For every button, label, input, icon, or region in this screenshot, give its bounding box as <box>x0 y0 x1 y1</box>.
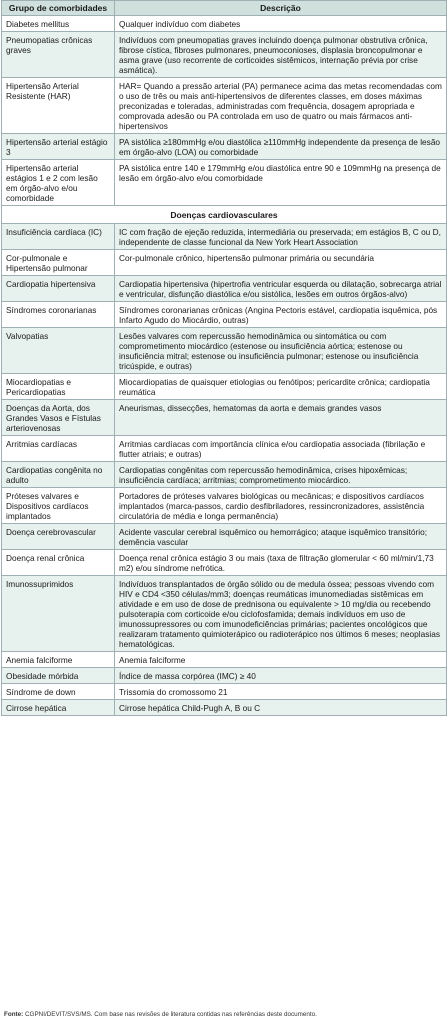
comorbidity-group-cell: Diabetes mellitus <box>2 16 115 32</box>
comorbidity-group-cell: Anemia falciforme <box>2 652 115 668</box>
comorbidity-description-cell: Indivíduos transplantados de órgão sólido ou de medula óssea; pessoas vivendo com HIV e CD4 <350 células/mm3; doenças reumáticas imunomediadas sistêmicas em atividade e em uso de dose de prednisona ou equivalente > 10 mg/dia ou recebendo pulsoterapia com corticoide e/ou ciclofosfamida; demais indivíduos em uso de imunossupressores ou com imunodeficiências primárias; pacientes oncológicos que realizaram tratamento quimioterápico ou radioterápico nos últimos 6 meses; neoplasias hematológicas. <box>115 576 447 652</box>
table-row <box>2 400 447 436</box>
table-row <box>2 684 447 700</box>
table-row <box>2 436 447 462</box>
section-row <box>2 206 447 224</box>
comorbidity-group-cell: Imunossuprimidos <box>2 576 115 652</box>
comorbidity-group-cell: Obesidade mórbida <box>2 668 115 684</box>
comorbidity-description-cell: Trissomia do cromossomo 21 <box>115 684 447 700</box>
comorbidity-description-cell: Doença renal crônica estágio 3 ou mais (taxa de filtração glomerular < 60 ml/min/1,73 m2) e/ou síndrome nefrótica. <box>115 550 447 576</box>
comorbidity-group-cell: Hipertensão Arterial Resistente (HAR) <box>2 78 115 134</box>
comorbidity-group-cell: Síndrome de down <box>2 684 115 700</box>
comorbidity-description-cell: Indivíduos com pneumopatias graves incluindo doença pulmonar obstrutiva crônica, fibrose cística, fibroses pulmonares, pneumoconioses, displasia broncopulmonar e asma grave (uso recorrente de corticoides sistêmicos, internação prévia por crise asmática). <box>115 32 447 78</box>
comorbidity-description-cell: Cor-pulmonale crônico, hipertensão pulmonar primária ou secundária <box>115 250 447 276</box>
comorbidity-description-cell: Cardiopatia hipertensiva (hipertrofia ventricular esquerda ou dilatação, sobrecarga atrial e ventricular, disfunção diastólica e/ou sistólica, lesões em outros órgãos-alvo) <box>115 276 447 302</box>
table-row <box>2 302 447 328</box>
source-footnote <box>4 1011 317 1019</box>
table-row <box>2 250 447 276</box>
comorbidity-description-cell: Cirrose hepática Child-Pugh A, B ou C <box>115 700 447 716</box>
comorbidity-group-cell: Doenças da Aorta, dos Grandes Vasos e Fístulas arteriovenosas <box>2 400 115 436</box>
table-row <box>2 78 447 134</box>
table-row <box>2 32 447 78</box>
comorbidity-description-cell: Síndromes coronarianas crônicas (Angina Pectoris estável, cardiopatia isquêmica, pós Infarto Agudo do Miocárdio, outras) <box>115 302 447 328</box>
comorbidity-group-cell: Doença cerebrovascular <box>2 524 115 550</box>
comorbidity-group-cell: Cardiopatias congênita no adulto <box>2 462 115 488</box>
comorbidity-description-cell: Cardiopatias congênitas com repercussão hemodinâmica, crises hipoxêmicas; insuficiência cardíaca; arritmias; comprometimento miocárdico. <box>115 462 447 488</box>
table-row <box>2 160 447 206</box>
footer-text: CGPNI/DEVIT/SVS/MS. Com base nas revisões de literatura contidas nas referências deste documento. <box>23 1011 317 1018</box>
comorbidity-group-cell: Valvopatias <box>2 328 115 374</box>
table-row <box>2 524 447 550</box>
comorbidity-description-cell: Acidente vascular cerebral isquêmico ou hemorrágico; ataque isquêmico transitório; demência vascular <box>115 524 447 550</box>
table-row <box>2 652 447 668</box>
comorbidity-group-cell: Doença renal crônica <box>2 550 115 576</box>
comorbidity-group-cell: Hipertensão arterial estágio 3 <box>2 134 115 160</box>
comorbidity-description-cell: Portadores de próteses valvares biológicas ou mecânicas; e dispositivos cardíacos implantados (marca-passos, cardio desfibriladores, ressincronizadores, assistência circulatória de média e longa permanência) <box>115 488 447 524</box>
comorbidity-group-cell: Pneumopatias crônicas graves <box>2 32 115 78</box>
section-title: Doenças cardiovasculares <box>2 206 447 224</box>
comorbidity-description-cell: PA sistólica entre 140 e 179mmHg e/ou diastólica entre 90 e 109mmHg na presença de lesão em órgão-alvo e/ou comorbidade <box>115 160 447 206</box>
table-row <box>2 668 447 684</box>
comorbidity-description-cell: Anemia falciforme <box>115 652 447 668</box>
comorbidity-group-cell: Miocardiopatias e Pericardiopatias <box>2 374 115 400</box>
comorbidity-description-cell: Qualquer indivíduo com diabetes <box>115 16 447 32</box>
comorbidity-description-cell: Miocardiopatias de quaisquer etiologias ou fenótipos; pericardite crônica; cardiopatia reumática <box>115 374 447 400</box>
comorbidity-group-cell: Insuficiência cardíaca (IC) <box>2 224 115 250</box>
comorbidity-description-cell: Lesões valvares com repercussão hemodinâmica ou sintomática ou com comprometimento miocárdico (estenose ou insuficiência aórtica; estenose ou insuficiência mitral; estenose ou insuficiência pulmonar; estenose ou insuficiência tricúspide, e outras) <box>115 328 447 374</box>
comorbidity-group-cell: Cardiopatia hipertensiva <box>2 276 115 302</box>
header-group: Grupo de comorbidades <box>2 1 115 16</box>
comorbidity-group-cell: Hipertensão arterial estágios 1 e 2 com lesão em órgão-alvo e/ou comorbidade <box>2 160 115 206</box>
comorbidity-group-cell: Próteses valvares e Dispositivos cardíacos implantados <box>2 488 115 524</box>
table-row <box>2 328 447 374</box>
comorbidity-group-cell: Síndromes coronarianas <box>2 302 115 328</box>
table-body <box>2 16 447 716</box>
table-row <box>2 488 447 524</box>
table-row <box>2 550 447 576</box>
table-row <box>2 134 447 160</box>
table-header-row <box>2 1 447 16</box>
table-row <box>2 224 447 250</box>
comorbidity-group-cell: Cirrose hepática <box>2 700 115 716</box>
comorbidities-table <box>1 0 447 716</box>
header-description: Descrição <box>115 1 447 16</box>
comorbidity-group-cell: Arritmias cardíacas <box>2 436 115 462</box>
comorbidity-description-cell: HAR= Quando a pressão arterial (PA) permanece acima das metas recomendadas com o uso de três ou mais anti-hipertensivos de diferentes classes, em doses máximas preconizadas e toleradas, administradas com frequência, dosagem apropriada e comprovada adesão ou PA controlada em uso de quatro ou mais fármacos anti-hipertensivos <box>115 78 447 134</box>
comorbidity-description-cell: PA sistólica ≥180mmHg e/ou diastólica ≥110mmHg independente da presença de lesão em órgão-alvo (LOA) ou comorbidade <box>115 134 447 160</box>
table-row <box>2 276 447 302</box>
table-row <box>2 462 447 488</box>
comorbidity-description-cell: Índice de massa corpórea (IMC) ≥ 40 <box>115 668 447 684</box>
comorbidity-description-cell: Arritmias cardíacas com importância clínica e/ou cardiopatia associada (fibrilação e flutter atriais; e outras) <box>115 436 447 462</box>
comorbidity-description-cell: IC com fração de ejeção reduzida, intermediária ou preservada; em estágios B, C ou D, independente de classe funcional da New York Heart Association <box>115 224 447 250</box>
comorbidity-group-cell: Cor-pulmonale e Hipertensão pulmonar <box>2 250 115 276</box>
table-row <box>2 700 447 716</box>
comorbidity-description-cell: Aneurismas, dissecções, hematomas da aorta e demais grandes vasos <box>115 400 447 436</box>
table-row <box>2 374 447 400</box>
footer-label: Fonte: <box>4 1011 24 1018</box>
table-row <box>2 16 447 32</box>
table-row <box>2 576 447 652</box>
